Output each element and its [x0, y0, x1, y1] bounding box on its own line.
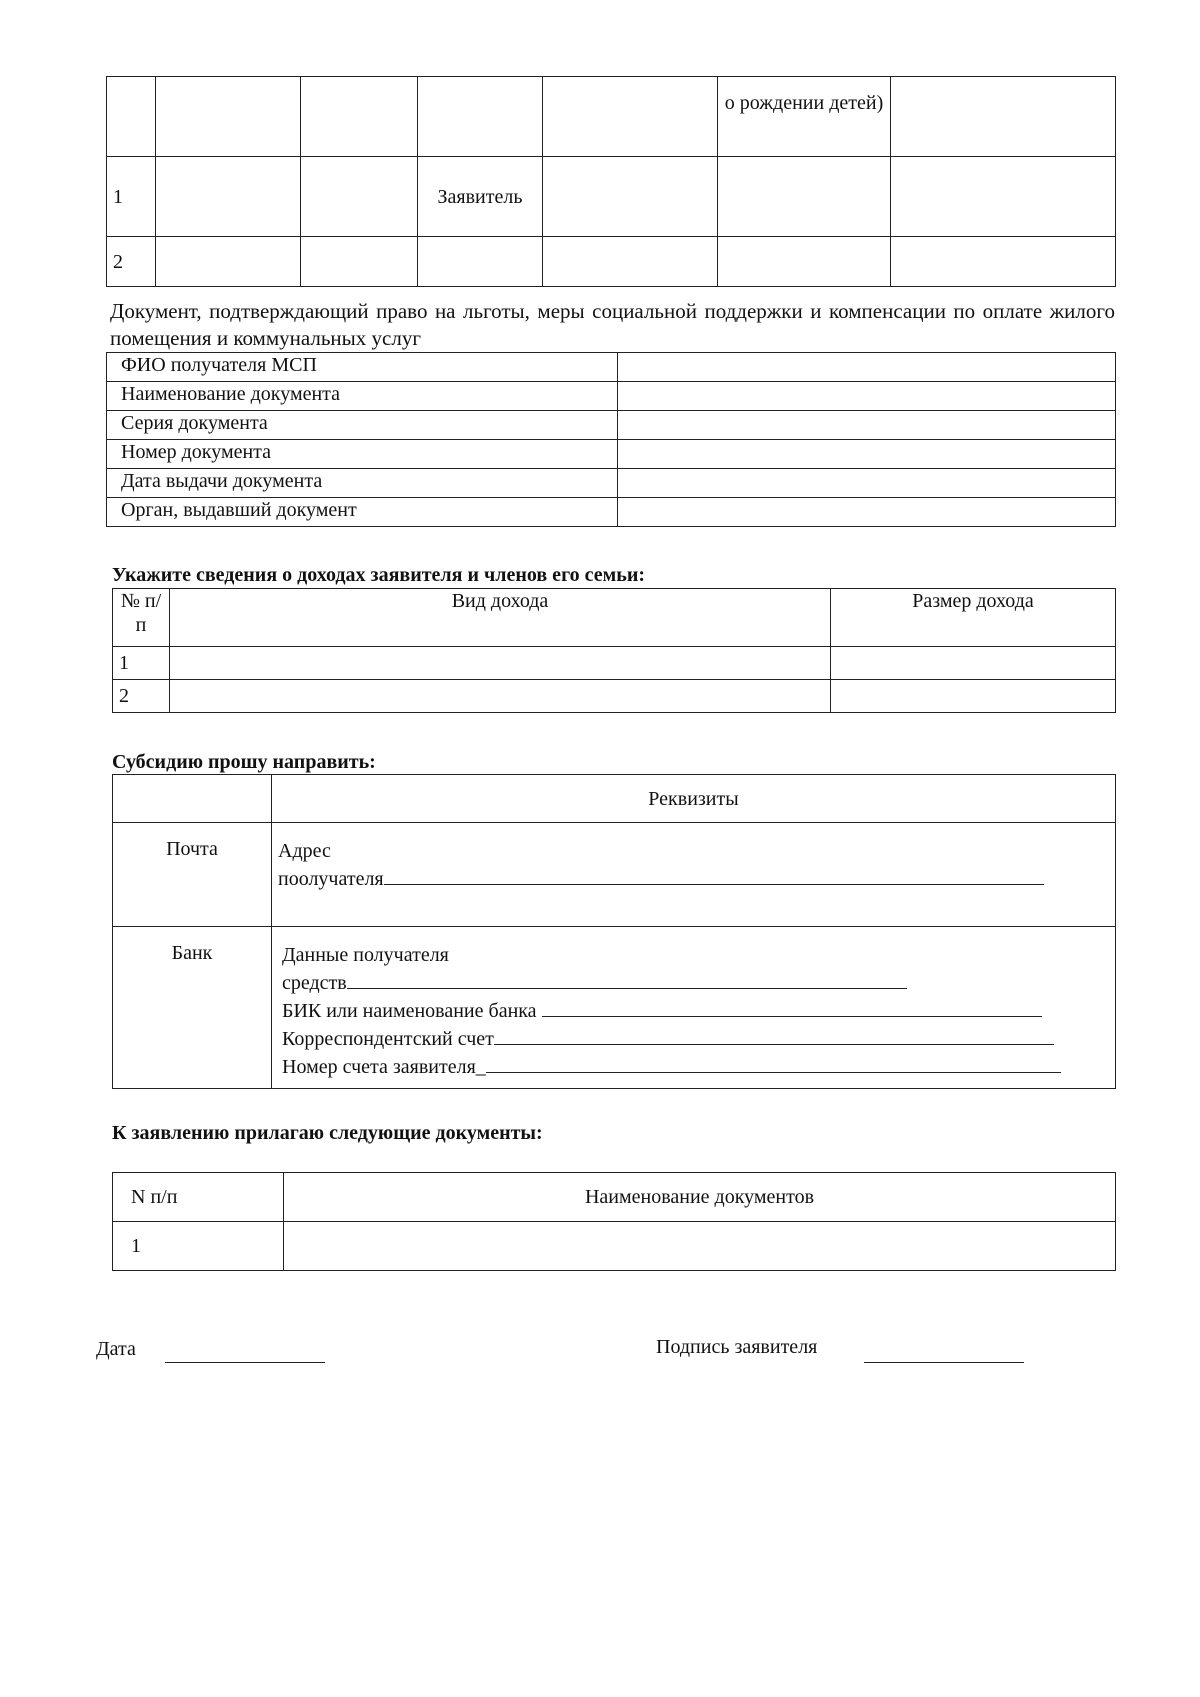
income-col-type: Вид дохода [170, 589, 831, 647]
income-col-amount: Размер дохода [831, 589, 1116, 647]
attachments-heading: К заявлению прилагаю следующие документы: [112, 1122, 543, 1144]
income-heading: Укажите сведения о доходах заявителя и членов его семьи: [112, 564, 646, 586]
benefit-doc-table [106, 352, 1116, 527]
field-issuing-authority: Орган, выдавший документ [107, 498, 618, 527]
family-table [106, 76, 1116, 287]
income-col-number: № п/п [113, 589, 170, 647]
family-row-number: 2 [107, 237, 156, 287]
bank-account-label: Номер счета заявителя_ [282, 1056, 486, 1078]
bank-corr-account-label: Корреспондентский счет [282, 1028, 494, 1050]
bank-recipient-label: Данные получателя [282, 944, 449, 966]
income-row-number: 2 [113, 680, 170, 713]
mail-address-label: Адрес [278, 840, 331, 862]
field-document-series: Серия документа [107, 411, 618, 440]
family-row-role [418, 237, 543, 287]
bank-account-blank [486, 1054, 1061, 1073]
subsidy-mail-label: Почта [113, 823, 272, 927]
benefit-doc-intro: Документ, подтверждающий право на льготы, меры социальной поддержки и компенсации по оплате жилого помещения и коммунальных услуг [110, 299, 1115, 350]
field-document-number: Номер документа [107, 440, 618, 469]
bank-bik-blank [542, 998, 1042, 1017]
subsidy-bank-label: Банк [113, 927, 272, 1089]
attachments-col-number: N п/п [113, 1173, 284, 1222]
income-row-number: 1 [113, 647, 170, 680]
mail-recipient-label: поолучателя [278, 868, 384, 890]
bank-bik-label: БИК или наименование банка [282, 1000, 537, 1022]
bank-corr-account-blank [494, 1026, 1054, 1045]
signature-blank [864, 1362, 1024, 1363]
signature-label: Подпись заявителя [656, 1336, 818, 1358]
field-issue-date: Дата выдачи документа [107, 469, 618, 498]
birth-certificate-header: о рождении детей) [718, 77, 891, 157]
attachments-col-name: Наименование документов [284, 1173, 1116, 1222]
field-document-name: Наименование документа [107, 382, 618, 411]
income-table [112, 588, 1116, 713]
family-row-number: 1 [107, 157, 156, 237]
subsidy-table [112, 774, 1116, 1089]
subsidy-heading: Субсидию прошу направить: [112, 751, 376, 773]
field-recipient-name: ФИО получателя МСП [107, 353, 618, 382]
family-row-role: Заявитель [418, 157, 543, 237]
attachments-row-number: 1 [113, 1222, 284, 1271]
subsidy-col-details: Реквизиты [272, 775, 1116, 823]
date-label: Дата [96, 1338, 136, 1360]
bank-funds-label: средств [282, 972, 347, 994]
bank-funds-blank [347, 970, 907, 989]
attachments-table [112, 1172, 1116, 1271]
mail-recipient-blank [384, 866, 1044, 885]
date-blank [165, 1362, 325, 1363]
